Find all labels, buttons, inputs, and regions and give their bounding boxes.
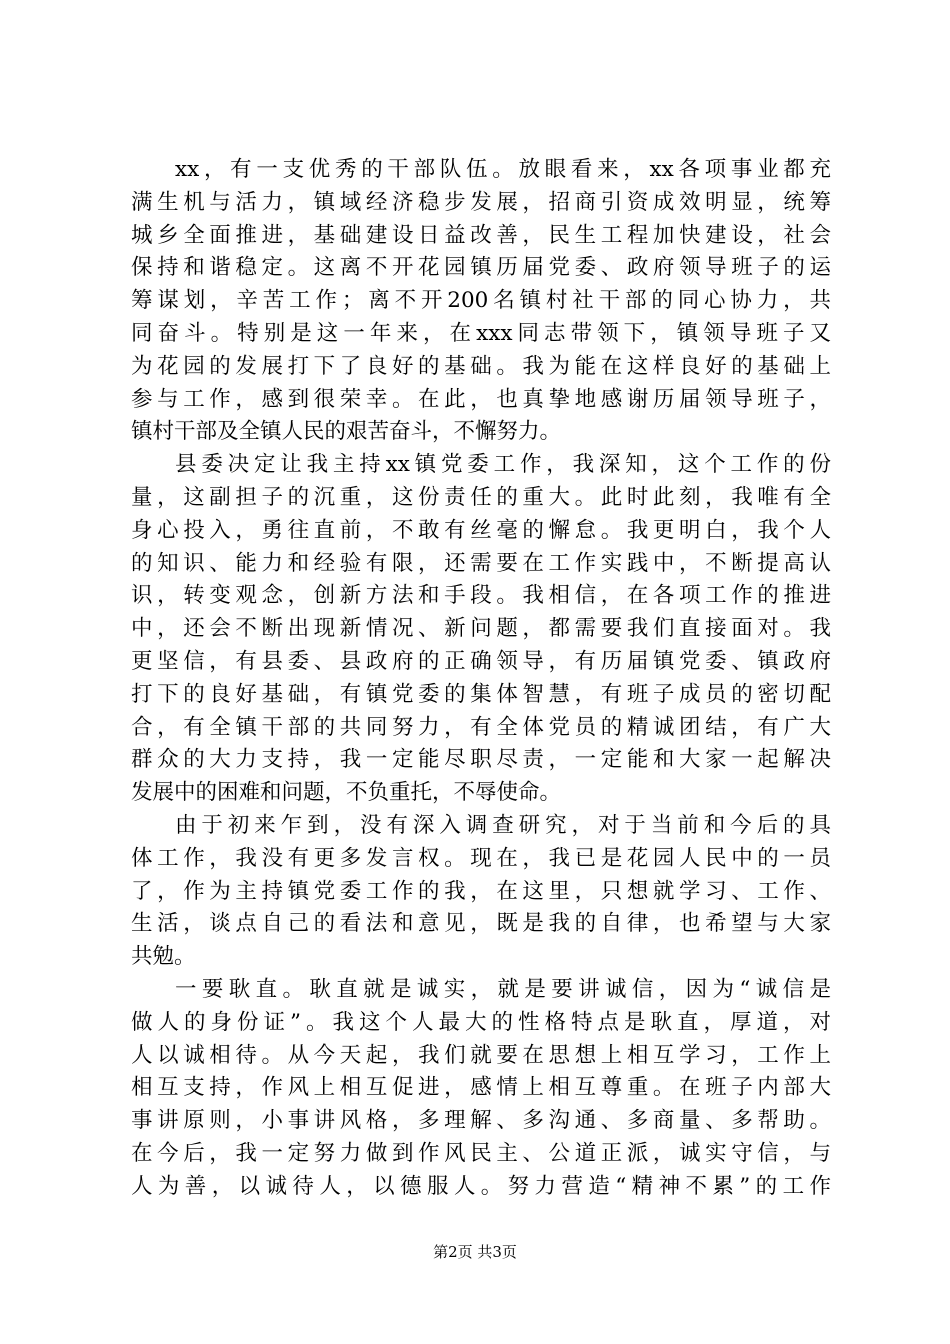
paragraph-2: [131, 449, 831, 810]
text-line: 共勉。: [131, 944, 196, 970]
paragraph-3: [131, 810, 831, 974]
text-line: 发展中的困难和问题，不负重托，不辱使命。: [131, 780, 562, 806]
text-line: 了，作为主持镇党委工作的我，在这里，只想就学习、工作、: [131, 878, 831, 904]
text-line: 相互支持，作风上相互促进，感情上相互尊重。在班子内部大: [131, 1075, 831, 1101]
text-line: 身心投入，勇往直前，不敢有丝毫的懈怠。我更明白，我个人: [131, 517, 831, 543]
paragraph-1: [131, 154, 831, 449]
text-line: 筹谋划，辛苦工作；离不开200名镇村社干部的同心协力，共: [131, 288, 831, 314]
text-line: 人以诚相待。从今天起，我们就要在思想上相互学习，工作上: [131, 1042, 831, 1068]
text-line: 打下的良好基础，有镇党委的集体智慧，有班子成员的密切配: [131, 681, 831, 707]
text-line: 做人的身份证”。我这个人最大的性格特点是耿直，厚道，对: [131, 1009, 831, 1035]
page-number-label: 第2页 共3页: [433, 1243, 517, 1261]
text-line: 合，有全镇干部的共同努力，有全体党员的精诚团结，有广大: [131, 714, 831, 740]
text-line: 镇村干部及全镇人民的艰苦奋斗，不懈努力。: [131, 419, 562, 445]
text-line: 更坚信，有县委、县政府的正确领导，有历届镇党委、镇政府: [131, 648, 831, 674]
text-line: 事讲原则，小事讲风格，多理解、多沟通、多商量、多帮助。: [131, 1108, 831, 1134]
text-line: 县委决定让我主持xx镇党委工作，我深知，这个工作的份: [175, 452, 831, 478]
text-line: 由于初来乍到，没有深入调查研究，对于当前和今后的具: [175, 812, 831, 838]
text-line: 参与工作，感到很荣幸。在此，也真挚地感谢历届领导班子，: [131, 386, 831, 412]
paragraph-4: [131, 974, 831, 1204]
text-line: 量，这副担子的沉重，这份责任的重大。此时此刻，我唯有全: [131, 484, 831, 510]
text-line: 识，转变观念，创新方法和手段。我相信，在各项工作的推进: [131, 583, 831, 609]
text-line: 的知识、能力和经验有限，还需要在工作实践中，不断提高认: [131, 550, 831, 576]
text-line: 中，还会不断出现新情况、新问题，都需要我们直接面对。我: [131, 616, 831, 642]
text-line: 一要耿直。耿直就是诚实，就是要讲诚信，因为“诚信是: [175, 976, 831, 1002]
text-line: 同奋斗。特别是这一年来，在xxx同志带领下，镇领导班子又: [131, 320, 831, 346]
text-line: 城乡全面推进，基础建设日益改善，民生工程加快建设，社会: [131, 222, 831, 248]
text-line: 人为善，以诚待人，以德服人。努力营造“精神不累”的工作: [131, 1173, 831, 1199]
page-footer: [0, 1242, 950, 1262]
text-line: 满生机与活力，镇域经济稳步发展，招商引资成效明显，统筹: [131, 189, 831, 215]
text-line: xx，有一支优秀的干部队伍。放眼看来，xx各项事业都充: [175, 157, 831, 182]
text-line: 为花园的发展打下了良好的基础。我为能在这样良好的基础上: [131, 353, 831, 379]
text-line: 生活，谈点自己的看法和意见，既是我的自律，也希望与大家: [131, 911, 831, 937]
text-line: 保持和谐稳定。这离不开花园镇历届党委、政府领导班子的运: [131, 255, 831, 281]
text-line: 群众的大力支持，我一定能尽职尽责，一定能和大家一起解决: [131, 747, 831, 773]
text-line: 在今后，我一定努力做到作风民主、公道正派，诚实守信，与: [131, 1140, 831, 1166]
body-text: [131, 154, 831, 1204]
text-line: 体工作，我没有更多发言权。现在，我已是花园人民中的一员: [131, 845, 831, 871]
